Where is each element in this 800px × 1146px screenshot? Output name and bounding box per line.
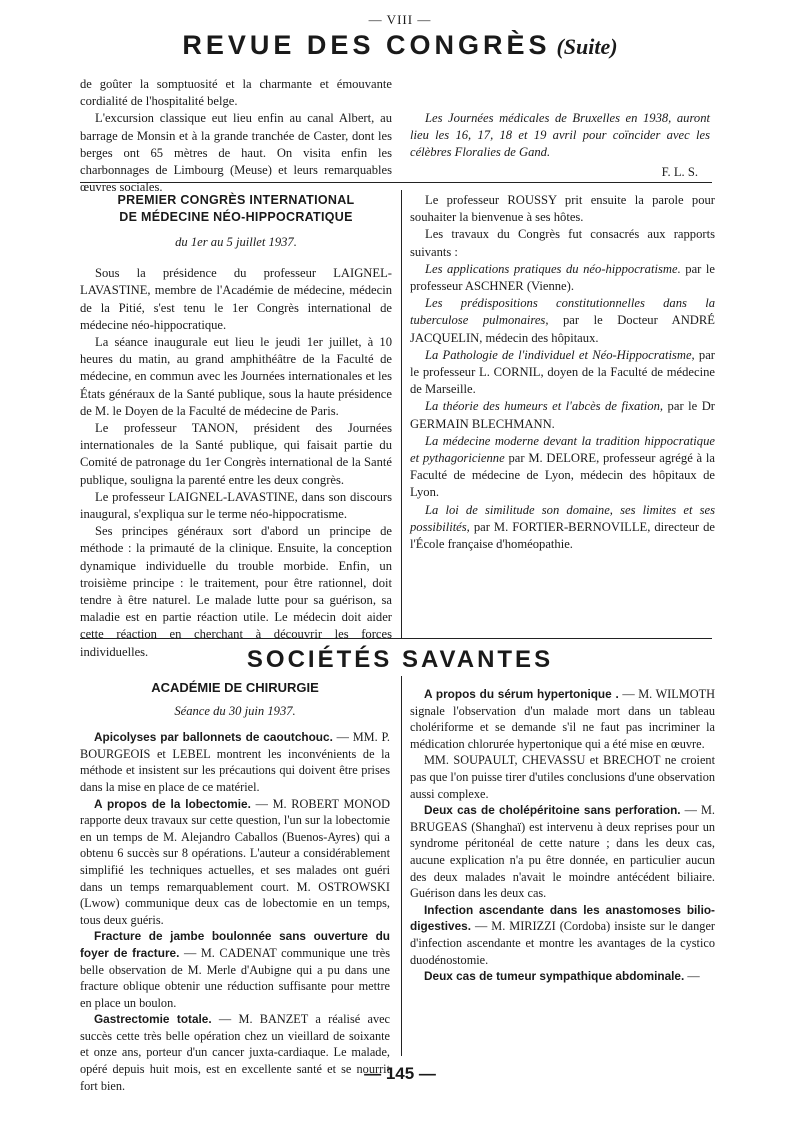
item-serum bbox=[410, 686, 715, 752]
item-apicolyses-head: Apicolyses par ballonnets de caoutchouc. bbox=[94, 730, 333, 745]
congres-p2: La séance inaugurale eut lieu le jeudi 1er juillet, à 10 heures du matin, au grand amphithéâtre de la Faculté de médecine, en commun avec les Journées internationales et les États généraux de la Santé publique, sous la haute présidence de M. le Doyen de la Faculté de médecine de Paris. bbox=[80, 335, 392, 418]
rapport-3-title: La Pathologie de l'individuel et Néo-Hippocratisme, bbox=[425, 347, 695, 362]
societes-title: SOCIÉTÉS SAVANTES bbox=[246, 646, 554, 673]
rapport-4-author: par le Dr GERMAIN BLECHMANN. bbox=[410, 399, 715, 431]
rapport-5-author: par M. DELORE, professeur agrégé à la Faculté de médecine de Lyon, médecin des hôpitaux de Lyon. bbox=[410, 451, 715, 500]
seance-date: Séance du 30 juin 1937. bbox=[174, 703, 296, 718]
item-fracture-text: — M. CADENAT communique une très belle observation de M. Merle d'Aubigne qui a pu dans une fracture oblique obtenir une réduction suffisante pour mettre en place un boulon. bbox=[80, 945, 390, 1010]
revue-right-p1: Les Journées médicales de Bruxelles en 1938, auront lieu les 16, 17, 18 et 19 avril pour coïncider avec les célèbres Floralies de Gand. bbox=[410, 111, 710, 160]
congres-heading bbox=[80, 192, 392, 226]
item-cholaperitoine-text: — M. BRUGEAS (Shanghaï) est intervenu à deux reprises pour un syndrome péritonéal de cette nature ; dans les deux cas, aucune explication n'a pu être donnée, en particulier aucun des deux malades n'avait le moindre antécédent biliaire. Guérison dans les deux cas. bbox=[410, 803, 715, 901]
rapport-1-author: par le professeur ASCHNER (Vienne). bbox=[410, 261, 715, 294]
item-apicolyses-text: — MM. P. BOURGEOIS et LEBEL montrent les inconvénients de la méthode et insistent sur les précautions qui doivent être prises dans la mise en place de ce matériel. bbox=[80, 730, 390, 794]
item-lobectomie-head: A propos de la lobectomie. bbox=[94, 796, 251, 811]
revue-suite: (Suite) bbox=[556, 34, 618, 59]
item-serum-head: A propos du sérum hypertonique . bbox=[424, 687, 619, 701]
rapport-2-author: par le Docteur ANDRÉ JACQUELIN, médecin des hôpitaux. bbox=[410, 313, 715, 345]
revue-right-column bbox=[410, 110, 710, 181]
academie-heading: ACADÉMIE DE CHIRURGIE bbox=[151, 680, 319, 695]
congres-p7: Les travaux du Congrès fut consacrés aux rapports suivants : bbox=[410, 227, 715, 259]
item-tumeur bbox=[410, 968, 715, 985]
divider-top bbox=[80, 182, 712, 183]
item-infection-text: — M. MIRIZZI (Cordoba) insiste sur le danger d'infection ascendante et montre les avantages de la cystico duodénostomie. bbox=[410, 919, 715, 967]
congres-p1: Sous la présidence du professeur LAIGNEL-LAVASTINE, membre de l'Académie de médecine, médecin de la Pitié, s'est tenu le 1er Congrès international de médecine néo-hippocratique. bbox=[80, 266, 392, 332]
rapport-2 bbox=[410, 295, 715, 347]
rapport-1 bbox=[410, 261, 715, 295]
item-fracture-head: Fracture de jambe boulonnée sans ouverture du foyer de fracture. bbox=[80, 929, 390, 960]
revue-title bbox=[0, 30, 800, 61]
revue-left-p1: de goûter la somptuosité et la charmante et émouvante cordialité de l'hospitalité belge. bbox=[80, 77, 392, 109]
congres-heading-line2: DE MÉDECINE NÉO-HIPPOCRATIQUE bbox=[119, 210, 353, 224]
page-number: — 145 — bbox=[364, 1064, 436, 1083]
column-rule-upper bbox=[401, 190, 402, 638]
congres-p4: Le professeur LAIGNEL-LAVASTINE, dans son discours inaugural, s'expliqua sur le terme néo-hippocratisme. bbox=[80, 489, 392, 522]
congres-left-column bbox=[80, 192, 392, 661]
rapport-4-title: La théorie des humeurs et l'abcès de fixation, bbox=[425, 399, 664, 414]
rapport-1-title: Les applications pratiques du néo-hippocratisme. bbox=[425, 261, 681, 276]
rapport-6-author: par M. FORTIER-BERNOVILLE, directeur de l'École française d'homéopathie. bbox=[410, 519, 715, 552]
rapport-6-title: La loi de similitude son domaine, ses limites et ses possibilités, bbox=[410, 502, 715, 534]
item-tumeur-text: — bbox=[684, 969, 700, 984]
rapport-4 bbox=[410, 398, 715, 432]
item-serum-text: — M. WILMOTH signale l'observation d'un malade mort dans un tableau cholériforme et se demande s'il ne faut pas incriminer la médication chlorurée hypertonique qui a été mise en œuvre. bbox=[410, 687, 715, 751]
congres-dates: du 1er au 5 juillet 1937. bbox=[175, 235, 297, 249]
rapport-3 bbox=[410, 347, 715, 399]
item-lobectomie bbox=[80, 796, 390, 929]
congres-heading-line1: PREMIER CONGRÈS INTERNATIONAL bbox=[117, 193, 355, 207]
congres-p6: Le professeur ROUSSY prit ensuite la parole pour souhaiter la bienvenue à ses hôtes. bbox=[410, 193, 715, 225]
running-head: — VIII — bbox=[368, 12, 432, 27]
item-fracture bbox=[80, 928, 390, 1011]
congres-p3: Le professeur TANON, président des Journées internationales de la Santé publique, qui faisait partie du Comité de patronage du 1er Congrès international de la Santé publique, souligna la parenté entre les deux congrès. bbox=[80, 421, 392, 487]
revue-signature: F. L. S. bbox=[661, 164, 698, 179]
item-gastrectomie-head: Gastrectomie totale. bbox=[94, 1012, 212, 1027]
rapport-2-title: Les prédispositions constitutionnelles dans la tuberculose pulmonaires, bbox=[410, 296, 715, 328]
rapport-5 bbox=[410, 433, 715, 502]
column-rule-lower bbox=[401, 676, 402, 1056]
congres-right-column bbox=[410, 192, 715, 553]
item-infection bbox=[410, 902, 715, 968]
revue-left-p2: L'excursion classique eut lieu enfin au canal Albert, au barrage de Monsin et à la grande tranchée de Caster, dont les berges ont 65 mètres de haut. On visita enfin les charbonnages de Limbourg (Meuse) et leurs remarquables œuvres sociales. bbox=[80, 111, 392, 195]
rapport-5-title: La médecine moderne devant la tradition hippocratique et pythagoricienne bbox=[410, 433, 715, 466]
item-tumeur-head: Deux cas de tumeur sympathique abdominale. bbox=[424, 969, 685, 984]
item-apicolyses bbox=[80, 729, 390, 795]
societes-right-column bbox=[410, 686, 715, 985]
rapport-6 bbox=[410, 502, 715, 554]
item-serum-p2: MM. SOUPAULT, CHEVASSU et BRECHOT ne croient pas que l'on puisse tirer d'utiles conclusions d'une observation aussi complexe. bbox=[410, 753, 715, 801]
item-cholaperitoine-head: Deux cas de cholépéritoine sans perforation. bbox=[424, 803, 681, 818]
item-cholaperitoine bbox=[410, 802, 715, 902]
revue-left-column bbox=[80, 76, 392, 196]
societes-left-column bbox=[80, 680, 390, 1094]
item-infection-head: Infection ascendante dans les anastomoses bilio-digestives. bbox=[410, 902, 715, 934]
rapport-3-author: par le professeur L. CORNIL, doyen de la Faculté de médecine de Marseille. bbox=[410, 347, 715, 397]
congres-p5: Ses principes généraux sort d'abord un principe de méthode : la primauté de la clinique. Ensuite, la conception dynamique individuelle du trouble morbide. Enfin, un troisième principe : le traitement, pour être rationnel, doit tendre à être naturel. Le malade lutte pour sa guérison, sa maladie est en partie réaction utile. Le médecin doit aider cette réaction en cherchant à découvrir les forces individuelles. bbox=[80, 524, 392, 659]
item-lobectomie-text: — M. ROBERT MONOD rapporte deux travaux sur cette question, l'un sur la lobectomie en un temps de M. Alejandro Caballos (Buenos-Ayres) qui a obtenu 6 succès sur 8 opérations. L'auteur a considérablement simplifié les techniques actuelles, et ses malades ont guéri dans un temps remarquablement court. M. OSTROWSKI (Lwow) communique deux cas de lobectomie en un temps, tous deux guéris. bbox=[80, 796, 390, 927]
item-gastrectomie-text: — M. BANZET a réalisé avec succès cette très belle opération chez un vieillard de soixante et onze ans, porteur d'un cancer juxta-cardiaque. Le malade, opéré depuis huit mois, est en excellente santé et se nourrit fort bien. bbox=[80, 1012, 391, 1093]
divider-middle bbox=[80, 638, 712, 639]
revue-title-text: REVUE DES CONGRÈS bbox=[182, 30, 551, 60]
